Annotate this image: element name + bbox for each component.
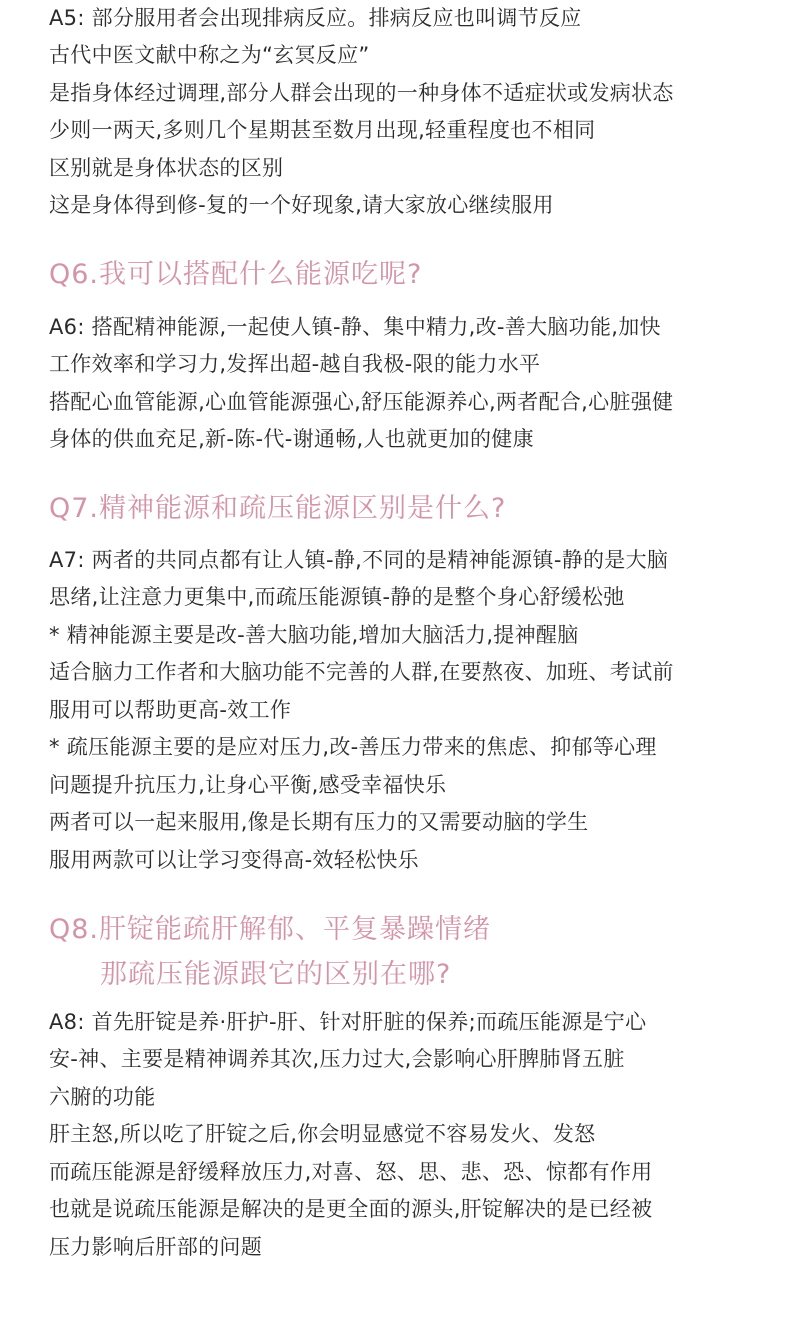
a5-line-6: 这是身体得到修-复的一个好现象,请大家放心继续服用	[49, 193, 554, 217]
a5-line-3: 是指身体经过调理,部分人群会出现的一种身体不适症状或发病状态	[49, 81, 674, 105]
q8-heading-line-2: 那疏压能源跟它的区别在哪?	[100, 959, 452, 990]
a7-line-1: A7: 两者的共同点都有让人镇-静,不同的是精神能源镇-静的是大脑	[49, 548, 669, 572]
a5-line-5: 区别就是身体状态的区别	[49, 156, 284, 180]
a6-line-2: 工作效率和学习力,发挥出超-越自我极-限的能力水平	[49, 352, 541, 376]
a7-line-3: * 精神能源主要是改-善大脑功能,增加大脑活力,提神醒脑	[49, 623, 579, 647]
a8-line-5: 而疏压能源是舒缓释放压力,对喜、怒、思、悲、恐、惊都有作用	[49, 1160, 653, 1184]
a6-line-3: 搭配心血管能源,心血管能源强心,舒压能源养心,两者配合,心脏强健	[49, 390, 674, 414]
a8-line-2: 安-神、主要是精神调养其次,压力过大,会影响心肝脾肺肾五脏	[49, 1047, 625, 1071]
a5-line-1: A5: 部分服用者会出现排病反应。排病反应也叫调节反应	[49, 6, 582, 30]
a8-line-3: 六腑的功能	[49, 1085, 156, 1109]
a7-line-8: 两者可以一起来服用,像是长期有压力的又需要动脑的学生	[49, 810, 589, 834]
a8-line-4: 肝主怒,所以吃了肝锭之后,你会明显感觉不容易发火、发怒	[49, 1122, 596, 1146]
a7-line-5: 服用可以帮助更高-效工作	[49, 698, 292, 722]
a5-line-2: 古代中医文献中称之为“玄冥反应”	[49, 43, 370, 67]
a8-line-6: 也就是说疏压能源是解决的是更全面的源头,肝锭解决的是已经被	[49, 1197, 653, 1221]
q7-heading: Q7.精神能源和疏压能源区别是什么?	[49, 493, 507, 524]
a8-line-1: A8: 首先肝锭是养·肝护-肝、针对肝脏的保养;而疏压能源是宁心	[49, 1010, 647, 1034]
a7-line-7: 问题提升抗压力,让身心平衡,感受幸福快乐	[49, 773, 447, 797]
a6-line-4: 身体的供血充足,新-陈-代-谢通畅,人也就更加的健康	[49, 427, 534, 451]
a8-line-7: 压力影响后肝部的问题	[49, 1235, 262, 1259]
a7-line-9: 服用两款可以让学习变得高-效轻松快乐	[49, 848, 419, 872]
a5-line-4: 少则一两天,多则几个星期甚至数月出现,轻重程度也不相同	[49, 118, 596, 142]
q8-heading-line-1: Q8.肝锭能疏肝解郁、平复暴躁情绪	[49, 914, 492, 945]
a7-line-6: * 疏压能源主要的是应对压力,改-善压力带来的焦虑、抑郁等心理	[49, 735, 657, 759]
q6-heading: Q6.我可以搭配什么能源吃呢?	[49, 259, 423, 290]
a7-line-4: 适合脑力工作者和大脑功能不完善的人群,在要熬夜、加班、考试前	[49, 660, 674, 684]
a7-line-2: 思绪,让注意力更集中,而疏压能源镇-静的是整个身心舒缓松弛	[49, 585, 625, 609]
a6-line-1: A6: 搭配精神能源,一起使人镇-静、集中精力,改-善大脑功能,加快	[49, 315, 661, 339]
